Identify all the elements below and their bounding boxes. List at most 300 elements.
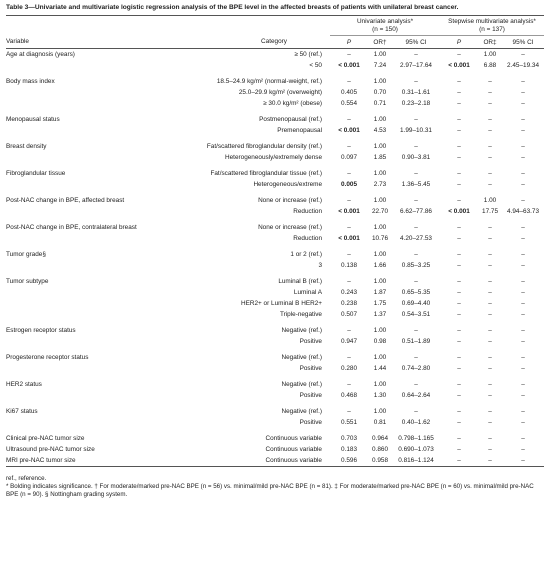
ci-multivariate-cell: – [521,262,525,269]
category-cell: None or increase (ref.) [258,197,322,204]
p-multivariate-cell: – [457,419,461,426]
table-row [6,444,544,455]
p-multivariate-cell: – [457,278,461,285]
table-title: Table 3—Univariate and multivariate logistic regression analysis of the BPE level in the affected breasts of patients with unilateral breast cancer. [6,4,459,11]
p-univariate-cell: 0.468 [341,392,357,399]
or-univariate-cell: 1.75 [373,300,387,307]
ci-multivariate-cell: – [521,251,525,258]
p-univariate-cell: 0.405 [341,89,357,96]
ci-univariate-cell: 0.54–3.51 [401,311,431,318]
or-univariate-cell: 1.00 [373,354,387,361]
or-multivariate-cell: – [488,143,492,150]
category-cell: Luminal A [293,289,322,296]
variable-cell: Clinical pre-NAC tumor size [6,435,85,442]
ci-multivariate-cell: – [521,224,525,231]
ci-univariate-cell: 1.99–10.31 [400,127,432,134]
category-cell: 3 [318,262,322,269]
table-row [6,276,544,287]
ci-univariate-cell: 0.690–1.073 [398,446,434,453]
table-footnotes [6,475,544,500]
variable-cell [6,233,158,244]
univariate-title: Univariate analysis* [356,17,414,25]
ci-multivariate-cell: 2.45–19.34 [507,62,540,69]
p-multivariate-cell: – [457,116,461,123]
table-row [6,379,544,390]
p-multivariate-cell: – [457,181,461,188]
category-cell: Positive [299,338,322,345]
or-multivariate-cell: – [488,300,492,307]
header-ci-univariate: 95% CI [392,36,440,49]
p-univariate-cell: 0.551 [341,419,357,426]
or-multivariate-cell: – [488,446,492,453]
p-multivariate-cell: – [457,408,461,415]
ci-univariate-cell: – [414,116,418,123]
header-category: Category [158,36,330,49]
p-multivariate-cell: – [457,262,461,269]
p-multivariate-cell: – [457,89,461,96]
variable-cell [6,336,158,347]
p-univariate-cell: 0.138 [341,262,357,269]
category-cell: Positive [299,419,322,426]
ci-multivariate-cell: – [521,235,525,242]
or-univariate-cell: 1.00 [373,251,387,258]
univariate-n: (n = 150) [372,25,398,33]
ci-univariate-cell: – [414,381,418,388]
variable-cell [6,287,158,298]
or-univariate-cell: 7.24 [373,62,387,69]
or-multivariate-cell: – [488,181,492,188]
table-row [6,336,544,347]
ci-multivariate-cell: – [521,408,525,415]
p-multivariate-cell: – [457,224,461,231]
variable-cell: Tumor grade§ [6,251,46,258]
p-univariate-cell: – [347,78,351,85]
ci-univariate-cell: – [414,278,418,285]
variable-cell [6,98,158,109]
table-row [6,76,544,87]
or-multivariate-cell: – [488,100,492,107]
p-multivariate-cell: – [457,197,461,204]
or-univariate-cell: 22.70 [372,208,388,215]
p-univariate-cell: < 0.001 [338,208,360,215]
table-row [6,195,544,206]
category-cell: Negative (ref.) [281,354,322,361]
or-multivariate-cell: – [488,278,492,285]
category-cell: 1 or 2 (ref.) [290,251,322,258]
or-univariate-cell: 0.71 [373,100,387,107]
ci-univariate-cell: 0.69–4.40 [401,300,431,307]
p-multivariate-cell: – [457,300,461,307]
ci-univariate-cell: 0.23–2.18 [401,100,431,107]
table-document [6,0,544,500]
variable-cell: Post-NAC change in BPE, contralateral breast [6,224,137,231]
or-univariate-cell: 1.30 [373,392,387,399]
p-univariate-cell: 0.507 [341,311,357,318]
header-p-multivariate: P [440,36,478,49]
multivariate-title: Stepwise multivariate analysis* [448,17,536,25]
or-univariate-cell: 1.00 [373,381,387,388]
category-cell: Positive [299,365,322,372]
table-row [6,433,544,444]
p-multivariate-cell: – [457,354,461,361]
univariate-header [330,16,440,36]
p-univariate-cell: – [347,170,351,177]
or-univariate-cell: 0.860 [372,446,388,453]
p-univariate-cell: 0.280 [341,365,357,372]
table-row [6,125,544,136]
p-multivariate-cell: – [457,327,461,334]
ci-multivariate-cell: – [521,354,525,361]
category-cell: Heterogeneous/extreme [253,181,322,188]
p-univariate-cell: – [347,251,351,258]
ci-univariate-cell: 0.65–5.35 [401,289,431,296]
or-univariate-cell: 1.44 [373,365,387,372]
ci-multivariate-cell: – [521,365,525,372]
p-univariate-cell: – [347,408,351,415]
ci-univariate-cell: 0.64–2.64 [401,392,431,399]
table-row [6,309,544,320]
table-row [6,325,544,336]
or-multivariate-cell: – [488,289,492,296]
table-row [6,260,544,271]
p-multivariate-cell: – [457,78,461,85]
variable-cell [6,152,158,163]
p-univariate-cell: 0.238 [341,300,357,307]
table-row [6,298,544,309]
category-cell: 18.5–24.9 kg/m² (normal-weight, ref.) [216,78,322,85]
or-multivariate-cell: – [488,354,492,361]
ci-univariate-cell: 6.62–77.86 [400,208,432,215]
p-univariate-cell: – [347,143,351,150]
ci-multivariate-cell: – [521,181,525,188]
or-univariate-cell: 0.98 [373,338,387,345]
category-cell: Negative (ref.) [281,327,322,334]
or-multivariate-cell: – [488,435,492,442]
table-row [6,390,544,401]
category-cell: Continuous variable [158,455,330,467]
ci-univariate-cell: – [414,78,418,85]
or-univariate-cell: 4.53 [373,127,387,134]
p-multivariate-cell: – [457,143,461,150]
header-variable: Variable [6,36,158,49]
or-univariate-cell: 1.00 [373,224,387,231]
table-row [6,141,544,152]
variable-cell: MRI pre-NAC tumor size [6,455,158,467]
category-cell: ≥ 30.0 kg/m² (obese) [263,100,322,107]
footnote-abbrev: ref., reference. [6,475,47,482]
or-multivariate-cell: 1.00 [483,197,497,204]
or-multivariate-cell: 6.88 [483,62,497,69]
table-row [6,206,544,217]
or-univariate-cell: 1.85 [373,154,387,161]
ci-multivariate-cell: – [521,170,525,177]
ci-univariate-cell: – [414,51,418,58]
p-multivariate-cell: – [457,251,461,258]
ci-multivariate-cell: – [521,197,525,204]
or-multivariate-cell: – [488,419,492,426]
ci-univariate-cell: 2.97–17.64 [400,62,432,69]
ci-multivariate-cell: – [521,435,525,442]
table-row [6,60,544,71]
p-univariate-cell: 0.097 [341,154,357,161]
variable-cell [6,60,158,71]
p-multivariate-cell: – [457,170,461,177]
ci-multivariate-cell: – [521,300,525,307]
category-cell: HER2+ or Luminal B HER2+ [241,300,322,307]
category-cell: Heterogeneously/extremely dense [225,154,322,161]
category-cell: Reduction [293,235,322,242]
or-univariate-cell: 1.00 [373,78,387,85]
ci-univariate-cell: 0.74–2.80 [401,365,431,372]
p-multivariate-cell: – [457,51,461,58]
p-multivariate-cell: – [457,446,461,453]
multivariate-header [440,16,544,36]
p-multivariate-cell: – [440,455,478,467]
variable-cell: Body mass index [6,78,55,85]
table-row [6,168,544,179]
header-or-multivariate: OR‡ [478,36,502,49]
variable-cell [6,309,158,320]
or-multivariate-cell: – [488,127,492,134]
or-multivariate-cell: – [488,224,492,231]
or-univariate-cell: 1.00 [373,51,387,58]
multivariate-n: (n = 137) [479,25,505,33]
ci-univariate-cell: 0.51–1.89 [401,338,431,345]
header-ci-multivariate: 95% CI [502,36,544,49]
or-univariate-cell: 1.87 [373,289,387,296]
p-univariate-cell: 0.596 [330,455,368,467]
or-multivariate-cell: – [488,89,492,96]
p-univariate-cell: – [347,381,351,388]
ci-multivariate-cell: – [521,278,525,285]
p-multivariate-cell: – [457,392,461,399]
variable-cell [6,206,158,217]
variable-cell [6,390,158,401]
ci-univariate-cell: 1.36–5.45 [401,181,431,188]
or-multivariate-cell: – [488,408,492,415]
category-cell: Postmenopausal (ref.) [259,116,322,123]
p-univariate-cell: – [347,354,351,361]
table-row [6,98,544,109]
or-univariate-cell: 1.00 [373,143,387,150]
table-row [6,87,544,98]
p-multivariate-cell: – [457,435,461,442]
category-cell: Fat/scattered fibroglandular density (ref.) [206,143,322,150]
or-multivariate-cell: – [488,311,492,318]
footnote-notes: * Bolding indicates significance. † For moderate/marked pre-NAC BPE (n = 56) vs. minimal/mild pre-NAC BPE (n = 81). ‡ For moderate/marked pre-NAC BPE (n = 60) vs. minimal/mild pre-NAC BPE (n = 90). § Nottingham grading system. [6,483,534,499]
category-cell: Negative (ref.) [281,381,322,388]
p-univariate-cell: < 0.001 [338,235,360,242]
variable-cell: Ki67 status [6,408,38,415]
or-multivariate-cell: – [488,327,492,334]
header-group-row [6,16,544,36]
p-multivariate-cell: – [457,235,461,242]
p-multivariate-cell: – [457,338,461,345]
or-multivariate-cell: – [488,262,492,269]
or-multivariate-cell: – [488,365,492,372]
or-univariate-cell: 10.76 [372,235,388,242]
variable-cell [6,179,158,190]
category-cell: Continuous variable [265,435,322,442]
ci-multivariate-cell: – [521,116,525,123]
variable-cell: Post-NAC change in BPE, affected breast [6,197,125,204]
variable-cell [6,260,158,271]
category-cell: Luminal B (ref.) [278,278,322,285]
ci-multivariate-cell: – [521,446,525,453]
or-multivariate-cell: – [488,251,492,258]
or-univariate-cell: 0.70 [373,89,387,96]
variable-cell [6,298,158,309]
table-row [6,455,544,467]
or-multivariate-cell: – [488,338,492,345]
table-row [6,152,544,163]
table-row [6,417,544,428]
p-univariate-cell: < 0.001 [338,127,360,134]
p-univariate-cell: 0.243 [341,289,357,296]
ci-multivariate-cell: – [521,100,525,107]
p-univariate-cell: 0.183 [341,446,357,453]
or-multivariate-cell: 1.00 [483,51,497,58]
table-row [6,179,544,190]
or-univariate-cell: 1.00 [373,170,387,177]
category-cell: Fat/scattered fibroglandular tissue (ref.) [210,170,322,177]
p-univariate-cell: – [347,51,351,58]
or-multivariate-cell: – [488,116,492,123]
or-univariate-cell: 1.00 [373,116,387,123]
or-multivariate-cell: – [488,392,492,399]
p-univariate-cell: < 0.001 [338,62,360,69]
regression-table [6,16,544,467]
table-row [6,114,544,125]
ci-univariate-cell: 0.90–3.81 [401,154,431,161]
category-cell: Negative (ref.) [281,408,322,415]
variable-cell [6,125,158,136]
p-multivariate-cell: – [457,289,461,296]
ci-multivariate-cell: 4.94–63.73 [507,208,540,215]
or-univariate-cell: 2.73 [373,181,387,188]
ci-multivariate-cell: – [502,455,544,467]
ci-univariate-cell: – [414,408,418,415]
ci-univariate-cell: – [414,197,418,204]
ci-multivariate-cell: – [521,392,525,399]
ci-univariate-cell: 4.20–27.53 [400,235,432,242]
table-row [6,352,544,363]
variable-cell: Ultrasound pre-NAC tumor size [6,446,95,453]
variable-cell: Breast density [6,143,47,150]
or-univariate-cell: 1.37 [373,311,387,318]
variable-cell: HER2 status [6,381,42,388]
or-multivariate-cell: 17.75 [482,208,499,215]
ci-univariate-cell: – [414,170,418,177]
variable-cell: Estrogen receptor status [6,327,76,334]
or-univariate-cell: 1.00 [373,197,387,204]
ci-univariate-cell: 0.40–1.62 [401,419,431,426]
variable-cell: Fibroglandular tissue [6,170,66,177]
p-multivariate-cell: – [457,381,461,388]
ci-multivariate-cell: – [521,419,525,426]
ci-univariate-cell: 0.85–3.25 [401,262,431,269]
category-cell: None or increase (ref.) [258,224,322,231]
ci-univariate-cell: – [414,354,418,361]
variable-cell: Tumor subtype [6,278,49,285]
variable-cell: Age at diagnosis (years) [6,51,75,58]
table-row [6,406,544,417]
category-cell: ≥ 50 (ref.) [294,51,322,58]
header-column-row [6,36,544,49]
or-multivariate-cell: – [488,170,492,177]
ci-multivariate-cell: – [521,381,525,388]
ci-multivariate-cell: – [521,51,525,58]
ci-univariate-cell: 0.816–1.124 [392,455,440,467]
category-cell: Reduction [293,208,322,215]
p-univariate-cell: 0.947 [341,338,357,345]
or-univariate-cell: 1.00 [373,278,387,285]
category-cell: Continuous variable [265,446,322,453]
or-univariate-cell: 0.81 [373,419,387,426]
ci-multivariate-cell: – [521,127,525,134]
p-multivariate-cell: – [457,100,461,107]
p-multivariate-cell: < 0.001 [448,208,470,215]
ci-multivariate-cell: – [521,311,525,318]
ci-multivariate-cell: – [521,89,525,96]
variable-cell: Menopausal status [6,116,60,123]
ci-univariate-cell: – [414,224,418,231]
category-cell: Positive [299,392,322,399]
ci-multivariate-cell: – [521,289,525,296]
ci-univariate-cell: – [414,143,418,150]
category-cell: 25.0–29.9 kg/m² (overweight) [238,89,322,96]
p-univariate-cell: – [347,278,351,285]
p-univariate-cell: 0.703 [341,435,357,442]
ci-univariate-cell: 0.798–1.165 [398,435,434,442]
table-row [6,363,544,374]
p-univariate-cell: – [347,224,351,231]
p-multivariate-cell: – [457,311,461,318]
p-univariate-cell: 0.554 [341,100,357,107]
header-p-univariate: P [330,36,368,49]
variable-cell [6,363,158,374]
table-row [6,249,544,260]
or-multivariate-cell: – [488,154,492,161]
p-multivariate-cell: < 0.001 [448,62,470,69]
p-univariate-cell: – [347,116,351,123]
category-cell: Premenopausal [277,127,322,134]
or-univariate-cell: 0.964 [372,435,388,442]
ci-multivariate-cell: – [521,154,525,161]
ci-univariate-cell: – [414,327,418,334]
variable-cell [6,417,158,428]
p-univariate-cell: 0.005 [341,181,357,188]
table-row [6,287,544,298]
or-multivariate-cell: – [478,455,502,467]
ci-multivariate-cell: – [521,143,525,150]
ci-univariate-cell: – [414,251,418,258]
table-row [6,222,544,233]
or-multivariate-cell: – [488,78,492,85]
p-univariate-cell: – [347,327,351,334]
p-multivariate-cell: – [457,127,461,134]
ci-univariate-cell: 0.31–1.61 [401,89,431,96]
table-row [6,233,544,244]
ci-multivariate-cell: – [521,327,525,334]
variable-cell: Progesterone receptor status [6,354,89,361]
p-multivariate-cell: – [457,154,461,161]
or-univariate-cell: 1.66 [373,262,387,269]
ci-multivariate-cell: – [521,338,525,345]
p-univariate-cell: – [347,197,351,204]
header-or-univariate: OR† [368,36,392,49]
or-univariate-cell: 0.958 [368,455,392,467]
